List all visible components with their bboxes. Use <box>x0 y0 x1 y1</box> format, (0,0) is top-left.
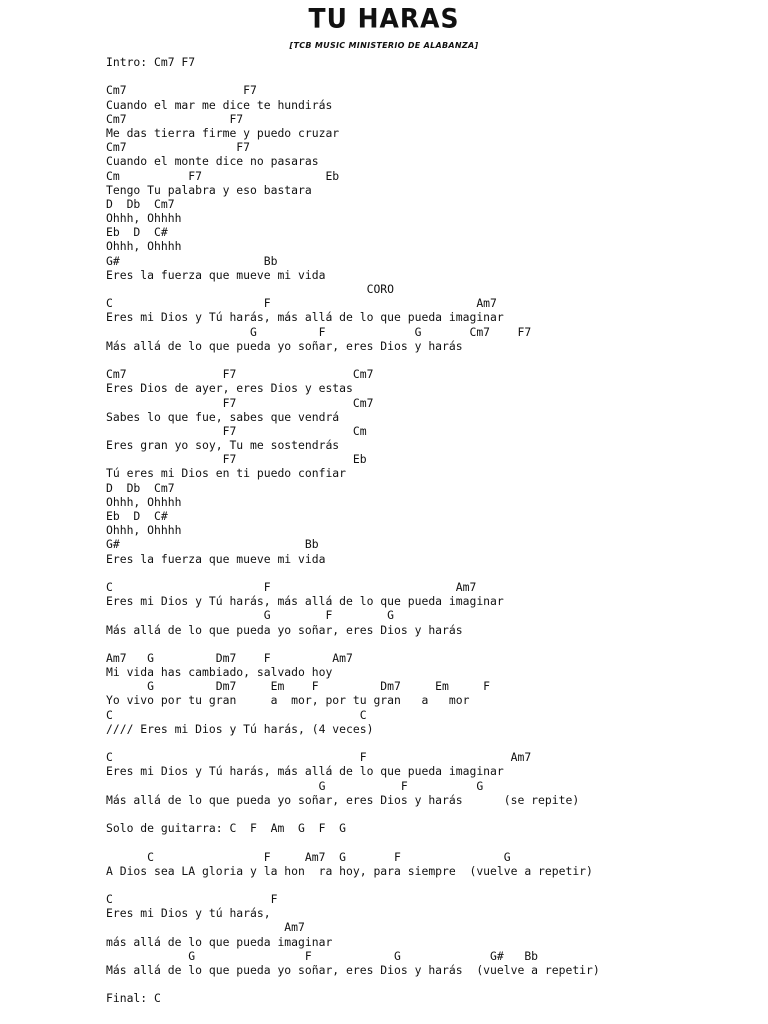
sheet-line: C F Am7 <box>106 296 497 311</box>
sheet-line: G# Bb <box>106 253 278 268</box>
sheet-line: F7 Cm <box>106 423 367 438</box>
sheet-line: Eres gran yo soy, Tu me sostendrás <box>106 438 340 453</box>
sheet-line <box>106 835 600 849</box>
sheet-line: Ohhh, Ohhhh <box>106 211 182 226</box>
sheet-line: G# Bb <box>106 537 319 552</box>
sheet-line: Cm7 F7 <box>106 140 251 155</box>
sheet-line: G F G <box>106 778 484 793</box>
sheet-line: D Db Cm7 <box>106 480 175 495</box>
sheet-line: Cuando el mar me dice te hundirás <box>106 97 333 112</box>
sheet-line: Intro: Cm7 F7 <box>106 55 196 69</box>
sheet-line: CORO <box>106 282 395 296</box>
sheet-line: Ohhh, Ohhhh <box>106 523 182 538</box>
sheet-line: Sabes lo que fue, sabes que vendrá <box>106 409 340 424</box>
sheet-line: A Dios sea LA gloria y la hon ra hoy, para siempre (vuelve a repetir) <box>106 863 593 878</box>
sheet-line: Eres mi Dios y tú harás, <box>106 906 271 921</box>
sheet-line: Más allá de lo que pueda yo soñar, eres Dios y harás (vuelve a repetir) <box>106 963 600 977</box>
song-subtitle: [TCB MUSIC MINISTERIO DE ALABANZA] <box>289 41 479 50</box>
sheet-line: Eres la fuerza que mueve mi vida <box>106 267 326 282</box>
sheet-line: Cuando el monte dice no pasaras <box>106 154 319 169</box>
sheet-line <box>106 807 600 821</box>
sheet-line <box>106 353 600 367</box>
sheet-line: Yo vivo por tu gran a mor, por tu gran a mor <box>106 693 470 708</box>
sheet-line: G F G <box>106 608 395 623</box>
sheet-line: Eb D C# <box>106 509 168 523</box>
sheet-line: Ohhh, Ohhhh <box>106 239 182 254</box>
sheet-line: Me das tierra firme y puedo cruzar <box>106 125 340 140</box>
sheet-line <box>106 69 600 83</box>
sheet-line: más allá de lo que pueda imaginar <box>106 934 333 949</box>
sheet-line: C C <box>106 707 367 722</box>
sheet-line: C F Am7 <box>106 750 532 765</box>
sheet-line: C F Am7 <box>106 579 477 594</box>
sheet-line: Eres mi Dios y Tú harás, más allá de lo que pueda imaginar <box>106 310 504 325</box>
sheet-line: Eres Dios de ayer, eres Dios y estas <box>106 381 353 396</box>
sheet-line: G F G G# Bb <box>106 948 539 963</box>
sheet-line <box>106 977 600 991</box>
sheet-line: Final: C <box>106 991 161 1006</box>
sheet-line: Tengo Tu palabra y eso bastara <box>106 182 312 197</box>
sheet-line: C F Am7 G F G <box>106 849 511 864</box>
sheet-line: D Db Cm7 <box>106 196 175 211</box>
sheet-line: Am7 <box>106 920 305 935</box>
song-title: TU HARAS <box>308 3 460 34</box>
sheet-line: Eres mi Dios y Tú harás, más allá de lo que pueda imaginar <box>106 594 504 609</box>
sheet-line: Eres mi Dios y Tú harás, más allá de lo que pueda imaginar <box>106 764 504 779</box>
sheet-line: Más allá de lo que pueda yo soñar, eres Dios y harás (se repite) <box>106 792 580 807</box>
sheet-line: G F G Cm7 F7 <box>106 324 532 339</box>
sheet-line: Eb D C# <box>106 225 168 240</box>
sheet-line: C F <box>106 892 278 907</box>
sheet-line: Más allá de lo que pueda yo soñar, eres Dios y harás <box>106 338 463 353</box>
sheet-line: Cm7 F7 <box>106 83 257 98</box>
sheet-line: Más allá de lo que pueda yo soñar, eres Dios y harás <box>106 622 463 637</box>
sheet-line <box>106 878 600 892</box>
sheet-line: Tú eres mi Dios en ti puedo confiar <box>106 466 347 481</box>
sheet-line: Mi vida has cambiado, salvado hoy <box>106 665 333 680</box>
sheet-line: F7 Eb <box>106 452 367 467</box>
chord-sheet <box>106 55 600 1006</box>
sheet-line: F7 Cm7 <box>106 395 374 410</box>
sheet-line <box>106 736 600 750</box>
sheet-line <box>106 637 600 651</box>
sheet-line: Am7 G Dm7 F Am7 <box>106 650 353 665</box>
sheet-line: Cm F7 Eb <box>106 168 340 183</box>
sheet-line: G Dm7 Em F Dm7 Em F <box>106 679 491 694</box>
sheet-line: Cm7 F7 Cm7 <box>106 367 374 382</box>
sheet-line: Cm7 F7 <box>106 111 244 126</box>
sheet-line <box>106 566 600 580</box>
sheet-line: Ohhh, Ohhhh <box>106 494 182 509</box>
sheet-line: Solo de guitarra: C F Am G F G <box>106 821 347 836</box>
sheet-line: //// Eres mi Dios y Tú harás, (4 veces) <box>106 721 374 736</box>
sheet-line: Eres la fuerza que mueve mi vida <box>106 551 326 566</box>
